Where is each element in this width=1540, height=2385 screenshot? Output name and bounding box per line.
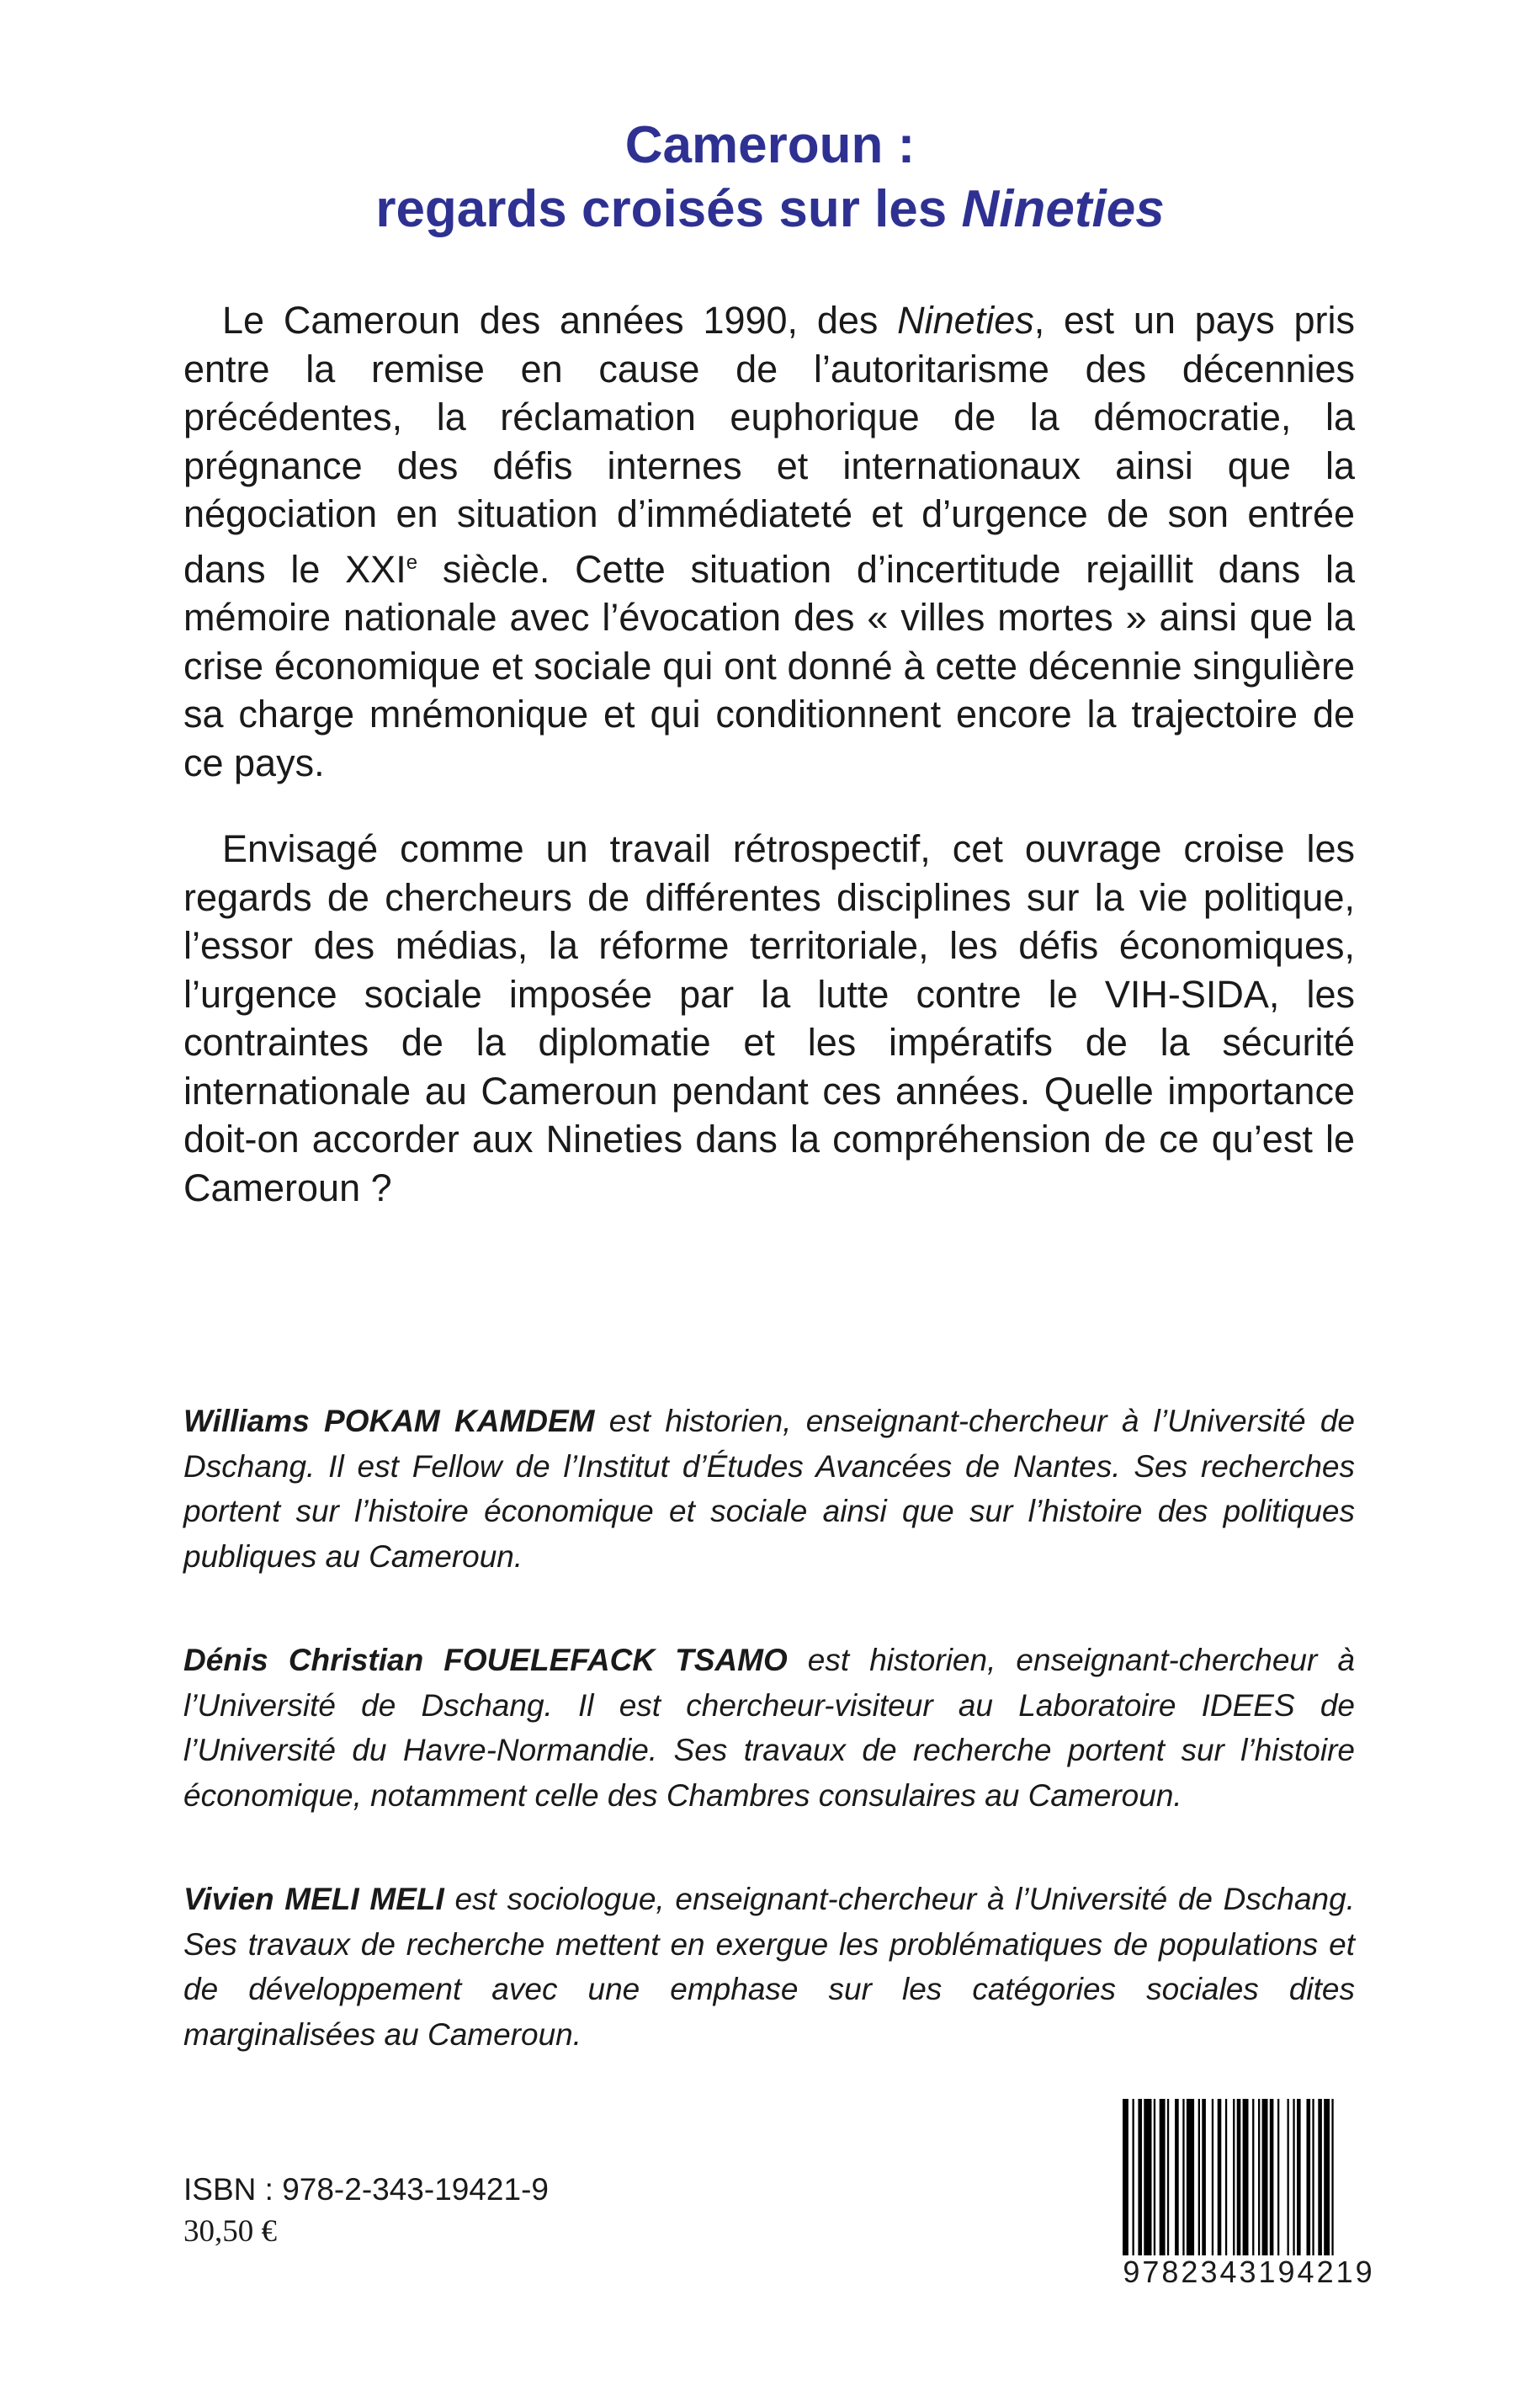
author-bio-text-3: est sociologue, enseignant-chercheur à l’Université de Dschang. Ses travaux de recherche mettent en exergue les problématiques de populations et de développement avec une emphase sur les catégories sociales dites marginalisées au Cameroun.: [183, 1882, 1355, 2052]
author-bio-text-1: est historien, enseignant-chercheur à l’Université de Dschang. Il est Fellow de l’Institut d’Études Avancées de Nantes. Ses recherches portent sur l’histoire économique et sociale ainsi que sur l’histoire des politiques publiques au Cameroun.: [183, 1404, 1355, 1574]
author-bio-text-2: est historien, enseignant-chercheur à l’Université de Dschang. Il est chercheur-visiteur au Laboratoire IDEES de l’Université du Havre-Normandie. Ses travaux de recherche portent sur l’histoire économique, notamment celle des Chambres consulaires au Cameroun.: [183, 1643, 1355, 1813]
book-title-line-1: Cameroun :: [624, 116, 916, 174]
author-name-3: Vivien MELI MELI: [183, 1882, 444, 1916]
title-prefix: regards croisés sur les: [375, 180, 962, 238]
barcode-digits: 9782343194219: [1116, 2255, 1382, 2289]
price-text: 30,50 €: [183, 2214, 277, 2249]
author-name-2: Dénis Christian FOUELEFACK TSAMO: [183, 1643, 788, 1677]
p1-text-c: siècle. Cette situation d’incertitude rejaillit dans la mémoire nationale avec l’évocation des « villes mortes » ainsi que la crise économique et sociale qui ont donné à cette décennie singulière sa charge mnémonique et qui conditionnent encore la trajectoire de ce pays.: [183, 547, 1355, 784]
description-paragraph-2: Envisagé comme un travail rétrospectif, cet ouvrage croise les regards de chercheurs de différentes disciplines sur la vie politique, l’essor des médias, la réforme territoriale, les défis économiques, l’urgence sociale imposée par la lutte contre le VIH-SIDA, les contraintes de la diplomatie et les impératifs de la sécurité internationale au Cameroun pendant ces années. Quelle importance doit-on accorder aux Nineties dans la compréhension de ce qu’est le Cameroun ?: [183, 827, 1355, 1209]
author-bio-1: [183, 1399, 1355, 1579]
book-title-line-2: [0, 180, 1540, 238]
barcode-image: [1116, 2096, 1382, 2269]
p1-text-a: Le Cameroun des années 1990, des: [222, 299, 898, 342]
title-italic: Nineties: [961, 180, 1165, 238]
p1-text-b: , est un pays pris entre la remise en cause de l’autoritarisme des décennies précédentes, la réclamation euphorique de la démocratie, la prégnance des défis internes et internationaux ainsi que la négociation en situation d’immédiateté et d’urgence de son entrée dans le XXI: [183, 299, 1355, 591]
description-paragraph-1: [183, 296, 1355, 787]
p1-italic: Nineties: [897, 299, 1034, 342]
author-bio-2: [183, 1638, 1355, 1818]
author-name-1: Williams POKAM KAMDEM: [183, 1404, 595, 1438]
isbn-text: ISBN : 978-2-343-19421-9: [183, 2172, 549, 2207]
p1-superscript: e: [406, 550, 418, 574]
author-bio-3: [183, 1877, 1355, 2057]
